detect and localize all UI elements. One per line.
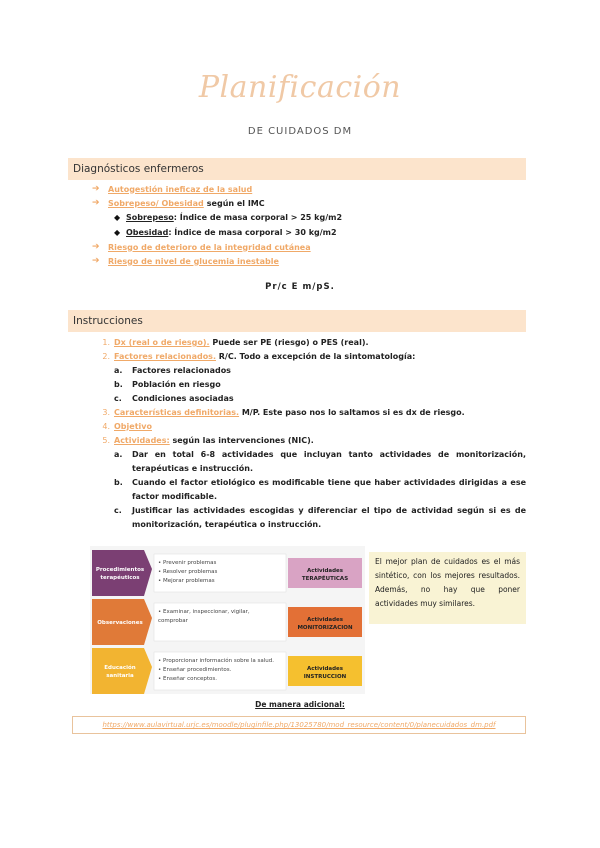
activity-tag-line1: Actividades xyxy=(306,666,344,672)
section-heading-diagnosticos: Diagnósticos enfermeros xyxy=(68,158,526,180)
item-number: 5. xyxy=(102,436,110,445)
list-item xyxy=(92,406,526,420)
instruction-text: R/C. Todo a excepción de la sintomatología: xyxy=(215,352,416,361)
diagnosticos-list xyxy=(92,182,342,268)
sub-text: Condiciones asociadas xyxy=(132,394,234,403)
diamond-bullet-icon: ◆ xyxy=(114,228,121,237)
sub-item xyxy=(92,210,342,225)
sub-item-term: Sobrepeso xyxy=(126,213,174,222)
list-item xyxy=(92,254,342,268)
stage-label: Observaciones xyxy=(97,620,143,626)
activity-tag-line2: INSTRUCCION xyxy=(303,674,347,680)
diamond-bullet-icon: ◆ xyxy=(114,213,121,222)
page-subtitle: DE CUIDADOS DM xyxy=(247,126,353,137)
bullet-text: • Enseñar conceptos. xyxy=(158,676,217,682)
sub-item-term: Obesidad xyxy=(126,228,169,237)
sub-item-text: : Índice de masa corporal > 25 kg/m2 xyxy=(173,213,343,222)
activity-tag-line2: TERAPÉUTICAS xyxy=(301,576,349,582)
item-number: 1. xyxy=(102,338,110,347)
sub-item-text: : Índice de masa corporal > 30 kg/m2 xyxy=(168,228,337,237)
diagnostico-link[interactable]: Autogestión ineficaz de la salud xyxy=(108,184,253,194)
list-item xyxy=(92,434,526,448)
additional-heading: De manera adicional: xyxy=(255,700,345,709)
diagnostico-link[interactable]: Sobrepeso/ Obesidad xyxy=(108,198,204,208)
arrow-icon: ➔ xyxy=(92,198,100,208)
instruction-link[interactable]: Objetivo xyxy=(114,422,152,431)
sub-letter: a. xyxy=(114,366,123,375)
bullet-text: comprobar xyxy=(158,618,188,624)
item-number: 2. xyxy=(102,352,110,361)
sub-item xyxy=(92,448,526,476)
bullet-text: • Prevenir problemas xyxy=(158,560,217,566)
sub-text: Cuando el factor etiológico es modificable tiene que haber actividades dirigidas a ese factor modificable. xyxy=(132,478,526,501)
list-item xyxy=(92,350,526,364)
stage-chevron xyxy=(92,648,152,694)
sub-letter: c. xyxy=(114,506,122,515)
sub-item xyxy=(92,378,526,392)
stage-label: terapéuticos xyxy=(100,575,140,581)
sub-letter: a. xyxy=(114,450,123,459)
stage-chevron xyxy=(92,550,152,596)
arrow-icon: ➔ xyxy=(92,184,100,194)
sub-item xyxy=(92,364,526,378)
diagnostico-link[interactable]: Riesgo de nivel de glucemia inestable xyxy=(108,256,279,266)
sub-item xyxy=(92,504,526,532)
stage-label: sanitaria xyxy=(106,673,134,679)
sub-text: Población en riesgo xyxy=(132,380,221,389)
instruction-link[interactable]: Características definitorias. xyxy=(114,408,240,417)
item-number: 4. xyxy=(102,422,110,431)
bullet-text: • Examinar, inspeccionar, vigilar, xyxy=(158,609,250,615)
instruction-link[interactable]: Factores relacionados. xyxy=(114,352,216,361)
list-item xyxy=(92,240,342,254)
stage-label: Procedimientos xyxy=(95,567,145,573)
sub-item xyxy=(92,225,342,240)
reference-link[interactable]: https://www.aulavirtual.urjc.es/moodle/pluginfile.php/13025780/mod_resource/content/0/planecuidados_dm.pdf xyxy=(72,716,526,734)
bullet-text: • Proporcionar información sobre la salud. xyxy=(158,658,274,664)
instruction-text: según las intervenciones (NIC). xyxy=(169,436,314,445)
diagnostico-link[interactable]: Riesgo de deterioro de la integridad cutánea xyxy=(108,242,311,252)
activity-tag-line1: Actividades xyxy=(306,617,344,623)
sub-item xyxy=(92,476,526,504)
activity-tag-line1: Actividades xyxy=(306,568,344,574)
bullet-text: • Resolver problemas xyxy=(158,569,218,575)
list-item xyxy=(92,196,342,210)
stage-label: Educación xyxy=(104,665,136,671)
bullet-text: • Mejorar problemas xyxy=(158,578,215,584)
list-item xyxy=(92,336,526,350)
sub-item xyxy=(92,392,526,406)
diagnostico-note: según el IMC xyxy=(206,198,265,208)
instruction-text: M/P. Este paso nos lo saltamos si es dx de riesgo. xyxy=(239,408,465,417)
arrow-icon: ➔ xyxy=(92,256,100,266)
sub-text: Dar en total 6-8 actividades que incluyan tanto actividades de monitorización, terapéuticas e instrucción. xyxy=(132,450,526,473)
instruction-text: Puede ser PE (riesgo) o PES (real). xyxy=(209,338,369,347)
item-number: 3. xyxy=(102,408,110,417)
instrucciones-list xyxy=(92,336,526,532)
page-title: Planificación xyxy=(198,70,402,105)
list-item xyxy=(92,420,526,434)
sub-letter: b. xyxy=(114,380,123,389)
arrow-icon: ➔ xyxy=(92,242,100,252)
instruction-link[interactable]: Dx (real o de riesgo). xyxy=(114,338,210,347)
instruction-link[interactable]: Actividades: xyxy=(114,436,170,445)
list-item xyxy=(92,182,342,196)
sub-text: Justificar las actividades escogidas y diferenciar el tipo de actividad según si es de monitorización, terapéutica o instrucción. xyxy=(132,506,526,529)
bullet-text: • Enseñar procedimientos. xyxy=(158,667,232,673)
activities-diagram xyxy=(90,546,365,694)
sub-letter: c. xyxy=(114,394,122,403)
section-heading-instrucciones: Instrucciones xyxy=(68,310,526,332)
callout-note: El mejor plan de cuidados es el más sintético, con los mejores resultados. Además, no hay que poner actividades muy similares. xyxy=(369,552,526,624)
sub-text: Factores relacionados xyxy=(132,366,231,375)
sub-letter: b. xyxy=(114,478,123,487)
formula: Pr/c E m/pS. xyxy=(265,282,335,292)
activity-tag-line2: MONITORIZACION xyxy=(297,625,353,631)
